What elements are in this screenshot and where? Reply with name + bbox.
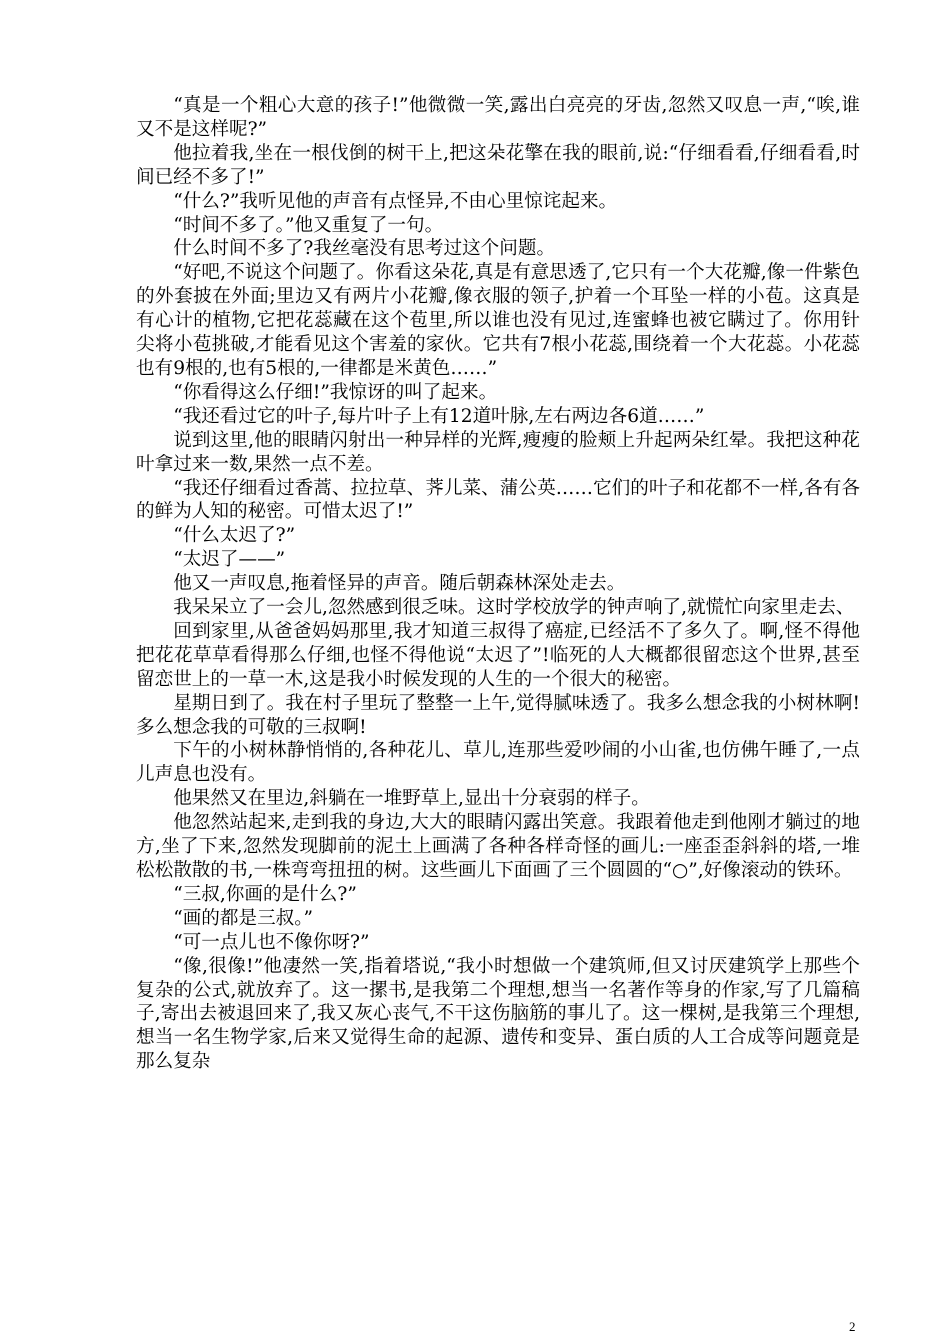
paragraph: 什么时间不多了?我丝毫没有思考过这个问题。: [173, 238, 556, 260]
paragraph: “真是一个粗心大意的孩子!”他微微一笑,露出白亮亮的牙齿,忽然又叹息一声,“唉,谁又不是这样呢?”: [136, 95, 860, 140]
paragraph: 星期日到了。我在村子里玩了整整一上午,觉得腻味透了。我多么想念我的小树林啊!多么想念我的可敬的三叔啊!: [136, 692, 860, 738]
paragraph: 下午的小树林静悄悄的,各种花儿、草儿,连那些爱吵闹的小山雀,也仿佛午睡了,一点儿声息也没有。: [136, 740, 860, 786]
paragraph: “我还仔细看过香蒿、拉拉草、荠儿菜、蒲公英……它们的叶子和花都不一样,各有各的鲜为人知的秘密。可惜太迟了!”: [136, 477, 860, 523]
paragraph: 他果然又在里边,斜躺在一堆野草上,显出十分衰弱的样子。: [173, 788, 650, 810]
paragraph: 他拉着我,坐在一根伐倒的树干上,把这朵花擎在我的眼前,说:“仔细看看,仔细看看,时间已经不多了!”: [136, 142, 860, 188]
paragraph: “什么太迟了?”: [173, 525, 296, 547]
paragraph: “可一点儿也不像你呀?”: [173, 931, 370, 953]
paragraph: “我还看过它的叶子,每片叶子上有12道叶脉,左右两边各6道……”: [173, 405, 705, 427]
paragraph: 回到家里,从爸爸妈妈那里,我才知道三叔得了癌症,已经活不了多久了。啊,怪不得他把花花草草看得那么仔细,也怪不得他说“太迟了”!临死的人大概都很留恋这个世界,甚至留恋世上的一草一木,这是我小时候发现的人生的一个很大的秘密。: [136, 620, 860, 690]
paragraph: “画的都是三叔。”: [173, 907, 314, 929]
paragraph: “三叔,你画的是什么?”: [173, 883, 357, 905]
paragraph: “什么?”我听见他的声音有点怪异,不由心里惊诧起来。: [173, 190, 618, 212]
body-text: [136, 94, 860, 1074]
paragraph: “太迟了——”: [173, 549, 286, 571]
paragraph: “你看得这么仔细!”我惊讶的叫了起来。: [173, 381, 498, 403]
paragraph: 他又一声叹息,拖着怪异的声音。随后朝森林深处走去。: [173, 573, 626, 595]
paragraph: “好吧,不说这个问题了。你看这朵花,真是有意思透了,它只有一个大花瓣,像一件紫色的外套披在外面;里边又有两片小花瓣,像衣服的领子,护着一个耳坠一样的小苞。这真是有心计的植物,它把花蕊藏在这个苞里,所以谁也没有见过,连蜜蜂也被它瞒过了。你用针尖将小苞挑破,才能看见这个害羞的家伙。它共有7根小花蕊,围绕着一个大花蕊。小花蕊也有9根的,也有5根的,一律都是米黄色……”: [136, 262, 860, 379]
paragraph: 说到这里,他的眼睛闪射出一种异样的光辉,瘦瘦的脸颊上升起两朵红晕。我把这种花叶拿过来一数,果然一点不差。: [136, 429, 860, 475]
paragraph: 他忽然站起来,走到我的身边,大大的眼睛闪露出笑意。我跟着他走到他刚才躺过的地方,坐了下来,忽然发现脚前的泥土上画满了各种各样奇怪的画儿:一座歪歪斜斜的塔,一堆松松散散的书,一株弯弯扭扭的树。这些画儿下面画了三个圆圆的“○”,好像滚动的铁环。: [136, 812, 860, 881]
paragraph: “时间不多了。”他又重复了一句。: [173, 214, 444, 236]
paragraph: “像,很像!”他凄然一笑,指着塔说,“我小时想做一个建筑师,但又讨厌建筑学上那些个复杂的公式,就放弃了。这一摞书,是我第二个理想,想当一名著作等身的作家,写了几篇稿子,寄出去被退回来了,我又灰心丧气,不干这伤脑筋的事儿了。这一棵树,是我第三个理想,想当一名生物学家,后来又觉得生命的起源、遗传和变异、蛋白质的人工合成等问题竟是那么复杂: [136, 955, 860, 1073]
paragraph: 我呆呆立了一会儿,忽然感到很乏味。这时学校放学的钟声响了,就慌忙向家里走去、: [173, 597, 855, 619]
page-number: 2: [849, 1319, 856, 1334]
